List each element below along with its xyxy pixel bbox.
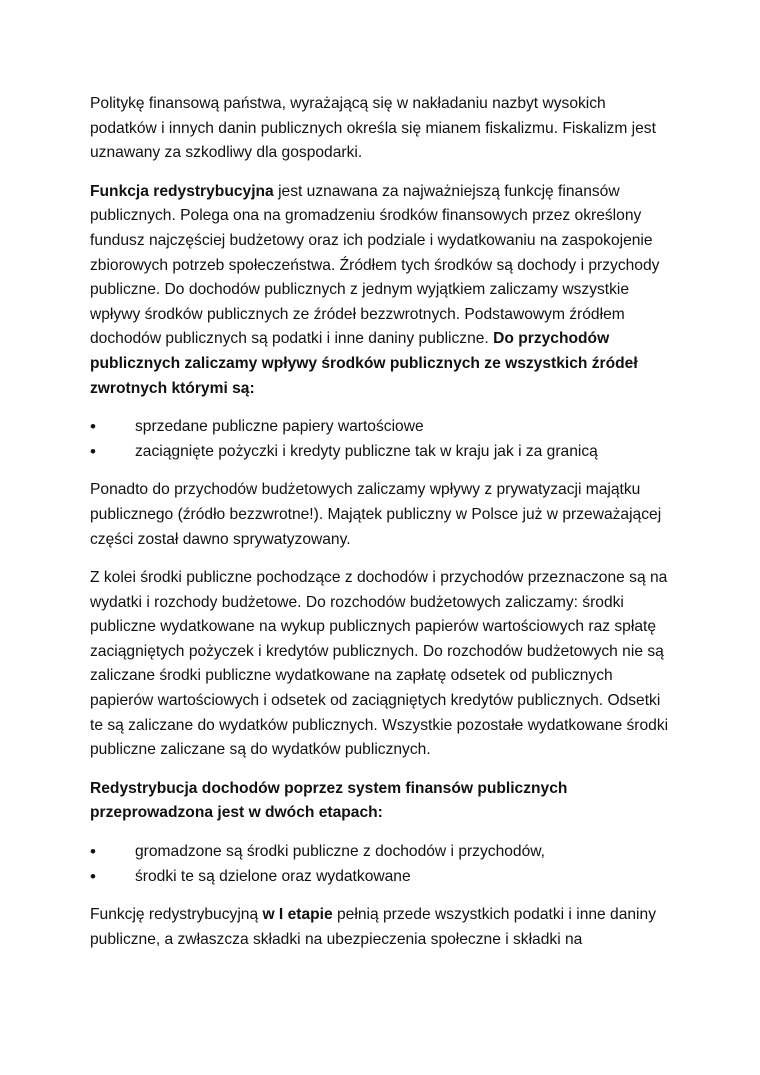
bullet-list-returnable-sources (90, 415, 676, 464)
paragraph-fiscalism: Politykę finansową państwa, wyrażającą się w nakładaniu nazbyt wysokich podatków i innych danin publicznych określa się mianem fiskalizmu. Fiskalizm jest uznawany za szkodliwy dla gospodarki. (90, 95, 656, 162)
paragraph-first-stage-end: pełnią przede wszystkich podatki i inne daniny publiczne, a zwłaszcza składki na ubezpieczenia społeczne i składki na (90, 906, 656, 948)
paragraph-redistribution-function (90, 180, 676, 401)
bold-first-stage: w I etapie (262, 906, 333, 924)
paragraph-privatization: Ponadto do przychodów budżetowych zaliczamy wpływy z prywatyzacji majątku publicznego (źródło bezzwrotne!). Majątek publiczny w Polsce już w przeważającej części został dawno sprywatyzowany. (90, 481, 662, 548)
list-item: • sprzedane publiczne papiery wartościowe (90, 415, 676, 440)
list-item: • środki te są dzielone oraz wydatkowane (90, 865, 676, 890)
list-item: • zaciągnięte pożyczki i kredyty publiczne tak w kraju jak i za granicą (90, 440, 676, 465)
paragraph-expenditures: Z kolei środki publiczne pochodzące z dochodów i przychodów przeznaczone są na wydatki i rozchody budżetowe. Do rozchodów budżetowych zaliczamy: środki publiczne wydatkowane na wykup publicznych papierów wartościowych raz spłatę zaciągniętych pożyczek i kredytów publicznych. Do rozchodów budżetowych nie są zaliczane środki publiczne wydatkowane na zapłatę odsetek od publicznych papierów wartościowych i odsetek od zaciągniętych kredytów publicznych. Odsetki te są zaliczane do wydatków publicznych. Wszystkie pozostałe wydatkowane środki publiczne zaliczane są do wydatków publicznych. (90, 569, 669, 759)
paragraph-redistribution-stages-heading (90, 777, 676, 826)
paragraph-first-stage (90, 903, 676, 952)
paragraph-redistribution-text: jest uznawana za najważniejszą funkcję finansów publicznych. Polega ona na gromadzeniu środków finansowych przez określony fundusz najczęściej budżetowy oraz ich podziale i wydatkowaniu na zaspokojenie zbiorowych potrzeb społeczeństwa. Źródłem tych środków są dochody i przychody publiczne. Do dochodów publicznych z jednym wyjątkiem zaliczamy wszystkie wpływy środków publicznych ze źródeł bezzwrotnych. Podstawowym źródłem dochodów publicznych są podatki i inne daniny publiczne. (90, 182, 660, 348)
term-redistribution-function: Funkcja redystrybucyjna (90, 182, 274, 200)
bullet-list-stages (90, 840, 676, 889)
paragraph-first-stage-start: Funkcję redystrybucyjną (90, 906, 263, 924)
bold-stages-heading: Redystrybucja dochodów poprzez system finansów publicznych przeprowadzona jest w dwóch etapach: (90, 779, 568, 822)
bold-revenue-sources: Do przychodów publicznych zaliczamy wpływy środków publicznych ze wszystkich źródeł zwrotnych którymi są: (90, 330, 638, 397)
list-item: • gromadzone są środki publiczne z dochodów i przychodów, (90, 840, 676, 865)
document-body (90, 92, 676, 966)
